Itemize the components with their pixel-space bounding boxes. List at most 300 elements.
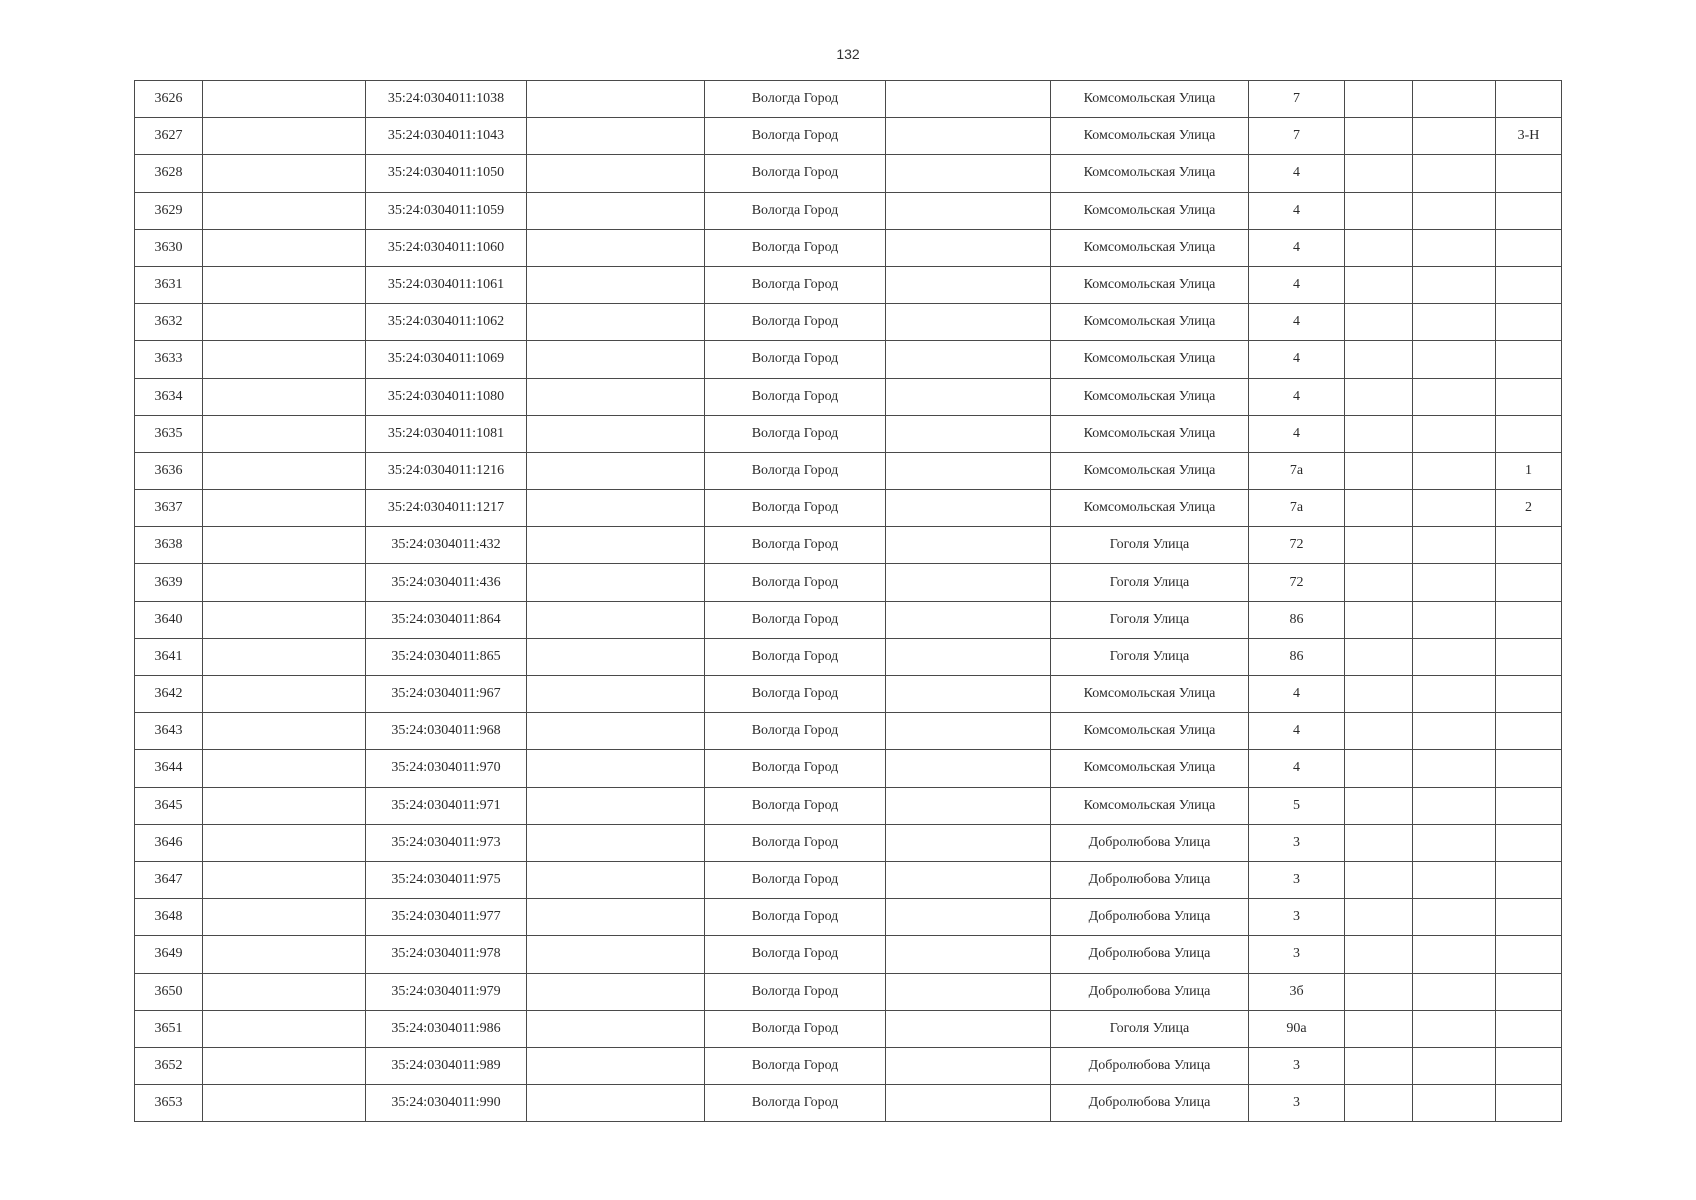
table-row <box>135 341 1562 378</box>
empty-cell <box>886 1010 1051 1047</box>
empty-cell <box>203 378 366 415</box>
premise-number-cell <box>1496 601 1562 638</box>
empty-cell <box>1413 155 1496 192</box>
premise-number-cell: 2 <box>1496 490 1562 527</box>
empty-cell <box>1345 341 1413 378</box>
empty-cell <box>886 676 1051 713</box>
row-number-cell: 3635 <box>135 415 203 452</box>
cadastral-number-cell: 35:24:0304011:865 <box>366 638 527 675</box>
city-cell: Вологда Город <box>705 638 886 675</box>
empty-cell <box>527 229 705 266</box>
empty-cell <box>886 378 1051 415</box>
cadastral-number-cell: 35:24:0304011:1062 <box>366 304 527 341</box>
row-number-cell: 3632 <box>135 304 203 341</box>
empty-cell <box>1413 192 1496 229</box>
empty-cell <box>1345 192 1413 229</box>
empty-cell <box>886 1047 1051 1084</box>
empty-cell <box>886 304 1051 341</box>
empty-cell <box>1413 452 1496 489</box>
city-cell: Вологда Город <box>705 378 886 415</box>
empty-cell <box>203 415 366 452</box>
house-number-cell: 90а <box>1249 1010 1345 1047</box>
empty-cell <box>527 155 705 192</box>
empty-cell <box>203 638 366 675</box>
empty-cell <box>527 787 705 824</box>
empty-cell <box>1345 1010 1413 1047</box>
street-cell: Добролюбова Улица <box>1051 1047 1249 1084</box>
empty-cell <box>527 378 705 415</box>
premise-number-cell <box>1496 1010 1562 1047</box>
cadastral-number-cell: 35:24:0304011:1069 <box>366 341 527 378</box>
house-number-cell: 4 <box>1249 676 1345 713</box>
empty-cell <box>1413 490 1496 527</box>
row-number-cell: 3629 <box>135 192 203 229</box>
cadastral-number-cell: 35:24:0304011:1060 <box>366 229 527 266</box>
cadastral-number-cell: 35:24:0304011:432 <box>366 527 527 564</box>
cadastral-number-cell: 35:24:0304011:971 <box>366 787 527 824</box>
premise-number-cell <box>1496 824 1562 861</box>
empty-cell <box>203 527 366 564</box>
empty-cell <box>1413 824 1496 861</box>
row-number-cell: 3652 <box>135 1047 203 1084</box>
street-cell: Добролюбова Улица <box>1051 824 1249 861</box>
table-row <box>135 936 1562 973</box>
premise-number-cell <box>1496 713 1562 750</box>
empty-cell <box>1413 304 1496 341</box>
premise-number-cell <box>1496 1047 1562 1084</box>
empty-cell <box>886 155 1051 192</box>
house-number-cell: 86 <box>1249 638 1345 675</box>
empty-cell <box>1345 676 1413 713</box>
cadastral-number-cell: 35:24:0304011:979 <box>366 973 527 1010</box>
city-cell: Вологда Город <box>705 1010 886 1047</box>
empty-cell <box>527 861 705 898</box>
premise-number-cell <box>1496 415 1562 452</box>
empty-cell <box>1345 527 1413 564</box>
empty-cell <box>886 713 1051 750</box>
premise-number-cell <box>1496 192 1562 229</box>
empty-cell <box>886 787 1051 824</box>
empty-cell <box>527 564 705 601</box>
city-cell: Вологда Город <box>705 304 886 341</box>
empty-cell <box>1413 638 1496 675</box>
premise-number-cell <box>1496 973 1562 1010</box>
street-cell: Комсомольская Улица <box>1051 713 1249 750</box>
house-number-cell: 4 <box>1249 378 1345 415</box>
empty-cell <box>203 861 366 898</box>
table-row <box>135 1085 1562 1122</box>
empty-cell <box>527 824 705 861</box>
house-number-cell: 4 <box>1249 713 1345 750</box>
premise-number-cell <box>1496 676 1562 713</box>
empty-cell <box>1345 266 1413 303</box>
row-number-cell: 3638 <box>135 527 203 564</box>
premise-number-cell <box>1496 750 1562 787</box>
row-number-cell: 3644 <box>135 750 203 787</box>
house-number-cell: 7а <box>1249 490 1345 527</box>
premise-number-cell: 1 <box>1496 452 1562 489</box>
empty-cell <box>1345 564 1413 601</box>
empty-cell <box>1345 118 1413 155</box>
empty-cell <box>203 936 366 973</box>
empty-cell <box>1413 1085 1496 1122</box>
empty-cell <box>1345 638 1413 675</box>
empty-cell <box>886 1085 1051 1122</box>
house-number-cell: 3 <box>1249 1047 1345 1084</box>
city-cell: Вологда Город <box>705 452 886 489</box>
street-cell: Комсомольская Улица <box>1051 490 1249 527</box>
empty-cell <box>1345 155 1413 192</box>
row-number-cell: 3636 <box>135 452 203 489</box>
street-cell: Гоголя Улица <box>1051 527 1249 564</box>
empty-cell <box>1413 266 1496 303</box>
city-cell: Вологда Город <box>705 192 886 229</box>
empty-cell <box>886 638 1051 675</box>
premise-number-cell <box>1496 564 1562 601</box>
table-row <box>135 750 1562 787</box>
empty-cell <box>203 118 366 155</box>
street-cell: Комсомольская Улица <box>1051 452 1249 489</box>
empty-cell <box>203 1085 366 1122</box>
city-cell: Вологда Город <box>705 676 886 713</box>
empty-cell <box>527 415 705 452</box>
house-number-cell: 4 <box>1249 229 1345 266</box>
empty-cell <box>203 676 366 713</box>
empty-cell <box>886 601 1051 638</box>
house-number-cell: 86 <box>1249 601 1345 638</box>
house-number-cell: 7 <box>1249 118 1345 155</box>
row-number-cell: 3647 <box>135 861 203 898</box>
street-cell: Комсомольская Улица <box>1051 750 1249 787</box>
empty-cell <box>1345 861 1413 898</box>
table-row <box>135 490 1562 527</box>
empty-cell <box>886 899 1051 936</box>
street-cell: Комсомольская Улица <box>1051 304 1249 341</box>
premise-number-cell <box>1496 899 1562 936</box>
empty-cell <box>1413 378 1496 415</box>
city-cell: Вологда Город <box>705 118 886 155</box>
empty-cell <box>527 899 705 936</box>
empty-cell <box>527 304 705 341</box>
city-cell: Вологда Город <box>705 601 886 638</box>
table-row <box>135 304 1562 341</box>
empty-cell <box>527 527 705 564</box>
city-cell: Вологда Город <box>705 229 886 266</box>
empty-cell <box>527 118 705 155</box>
row-number-cell: 3640 <box>135 601 203 638</box>
empty-cell <box>1345 490 1413 527</box>
empty-cell <box>1345 304 1413 341</box>
empty-cell <box>1345 229 1413 266</box>
empty-cell <box>886 527 1051 564</box>
street-cell: Комсомольская Улица <box>1051 415 1249 452</box>
premise-number-cell: 3-Н <box>1496 118 1562 155</box>
empty-cell <box>1345 936 1413 973</box>
city-cell: Вологда Город <box>705 1085 886 1122</box>
cadastral-number-cell: 35:24:0304011:1050 <box>366 155 527 192</box>
city-cell: Вологда Город <box>705 527 886 564</box>
empty-cell <box>527 490 705 527</box>
row-number-cell: 3649 <box>135 936 203 973</box>
table-row <box>135 787 1562 824</box>
empty-cell <box>1413 787 1496 824</box>
table-row <box>135 192 1562 229</box>
row-number-cell: 3651 <box>135 1010 203 1047</box>
empty-cell <box>203 81 366 118</box>
row-number-cell: 3633 <box>135 341 203 378</box>
registry-body <box>135 81 1562 1122</box>
empty-cell <box>203 824 366 861</box>
house-number-cell: 3 <box>1249 936 1345 973</box>
row-number-cell: 3627 <box>135 118 203 155</box>
city-cell: Вологда Город <box>705 824 886 861</box>
row-number-cell: 3626 <box>135 81 203 118</box>
city-cell: Вологда Город <box>705 341 886 378</box>
empty-cell <box>1413 750 1496 787</box>
city-cell: Вологда Город <box>705 713 886 750</box>
street-cell: Комсомольская Улица <box>1051 81 1249 118</box>
city-cell: Вологда Город <box>705 81 886 118</box>
street-cell: Комсомольская Улица <box>1051 341 1249 378</box>
empty-cell <box>1413 415 1496 452</box>
cadastral-number-cell: 35:24:0304011:977 <box>366 899 527 936</box>
house-number-cell: 4 <box>1249 750 1345 787</box>
cadastral-number-cell: 35:24:0304011:1216 <box>366 452 527 489</box>
cadastral-number-cell: 35:24:0304011:967 <box>366 676 527 713</box>
table-row <box>135 713 1562 750</box>
table-row <box>135 118 1562 155</box>
cadastral-number-cell: 35:24:0304011:864 <box>366 601 527 638</box>
table-row <box>135 1047 1562 1084</box>
empty-cell <box>1345 1047 1413 1084</box>
empty-cell <box>886 490 1051 527</box>
house-number-cell: 7 <box>1249 81 1345 118</box>
cadastral-number-cell: 35:24:0304011:978 <box>366 936 527 973</box>
cadastral-number-cell: 35:24:0304011:436 <box>366 564 527 601</box>
empty-cell <box>886 415 1051 452</box>
table-row <box>135 452 1562 489</box>
empty-cell <box>886 341 1051 378</box>
table-row <box>135 1010 1562 1047</box>
premise-number-cell <box>1496 638 1562 675</box>
city-cell: Вологда Город <box>705 936 886 973</box>
cadastral-number-cell: 35:24:0304011:975 <box>366 861 527 898</box>
empty-cell <box>886 452 1051 489</box>
table-row <box>135 601 1562 638</box>
row-number-cell: 3631 <box>135 266 203 303</box>
empty-cell <box>527 192 705 229</box>
city-cell: Вологда Город <box>705 899 886 936</box>
empty-cell <box>1345 81 1413 118</box>
row-number-cell: 3653 <box>135 1085 203 1122</box>
street-cell: Добролюбова Улица <box>1051 1085 1249 1122</box>
street-cell: Добролюбова Улица <box>1051 899 1249 936</box>
empty-cell <box>1413 936 1496 973</box>
premise-number-cell <box>1496 155 1562 192</box>
table-row <box>135 899 1562 936</box>
empty-cell <box>1413 527 1496 564</box>
empty-cell <box>1413 861 1496 898</box>
empty-cell <box>527 936 705 973</box>
empty-cell <box>203 750 366 787</box>
row-number-cell: 3641 <box>135 638 203 675</box>
table-row <box>135 266 1562 303</box>
empty-cell <box>1345 787 1413 824</box>
empty-cell <box>527 750 705 787</box>
empty-cell <box>886 118 1051 155</box>
city-cell: Вологда Город <box>705 750 886 787</box>
house-number-cell: 4 <box>1249 192 1345 229</box>
row-number-cell: 3646 <box>135 824 203 861</box>
table-row <box>135 564 1562 601</box>
empty-cell <box>527 601 705 638</box>
empty-cell <box>1345 415 1413 452</box>
cadastral-number-cell: 35:24:0304011:973 <box>366 824 527 861</box>
empty-cell <box>527 1047 705 1084</box>
row-number-cell: 3648 <box>135 899 203 936</box>
row-number-cell: 3642 <box>135 676 203 713</box>
table-row <box>135 155 1562 192</box>
street-cell: Комсомольская Улица <box>1051 118 1249 155</box>
empty-cell <box>1345 824 1413 861</box>
empty-cell <box>1413 676 1496 713</box>
house-number-cell: 4 <box>1249 155 1345 192</box>
street-cell: Комсомольская Улица <box>1051 266 1249 303</box>
cadastral-number-cell: 35:24:0304011:1217 <box>366 490 527 527</box>
street-cell: Гоголя Улица <box>1051 564 1249 601</box>
empty-cell <box>1345 899 1413 936</box>
empty-cell <box>1345 601 1413 638</box>
street-cell: Комсомольская Улица <box>1051 676 1249 713</box>
premise-number-cell <box>1496 936 1562 973</box>
house-number-cell: 4 <box>1249 266 1345 303</box>
empty-cell <box>527 341 705 378</box>
cadastral-number-cell: 35:24:0304011:970 <box>366 750 527 787</box>
empty-cell <box>1345 1085 1413 1122</box>
house-number-cell: 3 <box>1249 861 1345 898</box>
house-number-cell: 4 <box>1249 304 1345 341</box>
house-number-cell: 72 <box>1249 564 1345 601</box>
empty-cell <box>886 973 1051 1010</box>
street-cell: Комсомольская Улица <box>1051 155 1249 192</box>
table-row <box>135 527 1562 564</box>
row-number-cell: 3630 <box>135 229 203 266</box>
empty-cell <box>886 824 1051 861</box>
empty-cell <box>1345 378 1413 415</box>
empty-cell <box>1413 973 1496 1010</box>
empty-cell <box>203 787 366 824</box>
page-number: 132 <box>836 46 860 62</box>
empty-cell <box>1413 118 1496 155</box>
table-row <box>135 824 1562 861</box>
empty-cell <box>1345 750 1413 787</box>
table-row <box>135 638 1562 675</box>
table-row <box>135 378 1562 415</box>
empty-cell <box>527 713 705 750</box>
city-cell: Вологда Город <box>705 266 886 303</box>
empty-cell <box>1413 341 1496 378</box>
premise-number-cell <box>1496 861 1562 898</box>
street-cell: Гоголя Улица <box>1051 601 1249 638</box>
empty-cell <box>886 192 1051 229</box>
table-row <box>135 229 1562 266</box>
city-cell: Вологда Город <box>705 490 886 527</box>
city-cell: Вологда Город <box>705 155 886 192</box>
premise-number-cell <box>1496 266 1562 303</box>
cadastral-number-cell: 35:24:0304011:989 <box>366 1047 527 1084</box>
house-number-cell: 5 <box>1249 787 1345 824</box>
table-row <box>135 676 1562 713</box>
empty-cell <box>527 452 705 489</box>
empty-cell <box>1413 229 1496 266</box>
cadastral-number-cell: 35:24:0304011:1038 <box>366 81 527 118</box>
house-number-cell: 4 <box>1249 415 1345 452</box>
empty-cell <box>527 1010 705 1047</box>
premise-number-cell <box>1496 304 1562 341</box>
empty-cell <box>203 713 366 750</box>
house-number-cell: 3 <box>1249 1085 1345 1122</box>
empty-cell <box>1413 713 1496 750</box>
house-number-cell: 72 <box>1249 527 1345 564</box>
empty-cell <box>527 1085 705 1122</box>
empty-cell <box>203 601 366 638</box>
empty-cell <box>527 973 705 1010</box>
house-number-cell: 3б <box>1249 973 1345 1010</box>
street-cell: Комсомольская Улица <box>1051 229 1249 266</box>
street-cell: Гоголя Улица <box>1051 1010 1249 1047</box>
table-row <box>135 861 1562 898</box>
street-cell: Комсомольская Улица <box>1051 378 1249 415</box>
city-cell: Вологда Город <box>705 564 886 601</box>
street-cell: Комсомольская Улица <box>1051 192 1249 229</box>
row-number-cell: 3650 <box>135 973 203 1010</box>
premise-number-cell <box>1496 378 1562 415</box>
premise-number-cell <box>1496 1085 1562 1122</box>
premise-number-cell <box>1496 787 1562 824</box>
cadastral-number-cell: 35:24:0304011:1080 <box>366 378 527 415</box>
empty-cell <box>1413 899 1496 936</box>
street-cell: Комсомольская Улица <box>1051 787 1249 824</box>
empty-cell <box>527 676 705 713</box>
row-number-cell: 3628 <box>135 155 203 192</box>
cadastral-number-cell: 35:24:0304011:1059 <box>366 192 527 229</box>
empty-cell <box>886 564 1051 601</box>
house-number-cell: 7а <box>1249 452 1345 489</box>
row-number-cell: 3645 <box>135 787 203 824</box>
empty-cell <box>1413 81 1496 118</box>
cadastral-number-cell: 35:24:0304011:1081 <box>366 415 527 452</box>
empty-cell <box>1413 1047 1496 1084</box>
empty-cell <box>527 81 705 118</box>
city-cell: Вологда Город <box>705 1047 886 1084</box>
empty-cell <box>1345 973 1413 1010</box>
empty-cell <box>203 1010 366 1047</box>
table-row <box>135 973 1562 1010</box>
street-cell: Добролюбова Улица <box>1051 973 1249 1010</box>
empty-cell <box>203 304 366 341</box>
empty-cell <box>886 936 1051 973</box>
empty-cell <box>886 750 1051 787</box>
empty-cell <box>203 192 366 229</box>
empty-cell <box>1345 713 1413 750</box>
empty-cell <box>203 490 366 527</box>
cadastral-number-cell: 35:24:0304011:986 <box>366 1010 527 1047</box>
street-cell: Добролюбова Улица <box>1051 936 1249 973</box>
premise-number-cell <box>1496 81 1562 118</box>
table-row <box>135 81 1562 118</box>
empty-cell <box>203 899 366 936</box>
city-cell: Вологда Город <box>705 787 886 824</box>
